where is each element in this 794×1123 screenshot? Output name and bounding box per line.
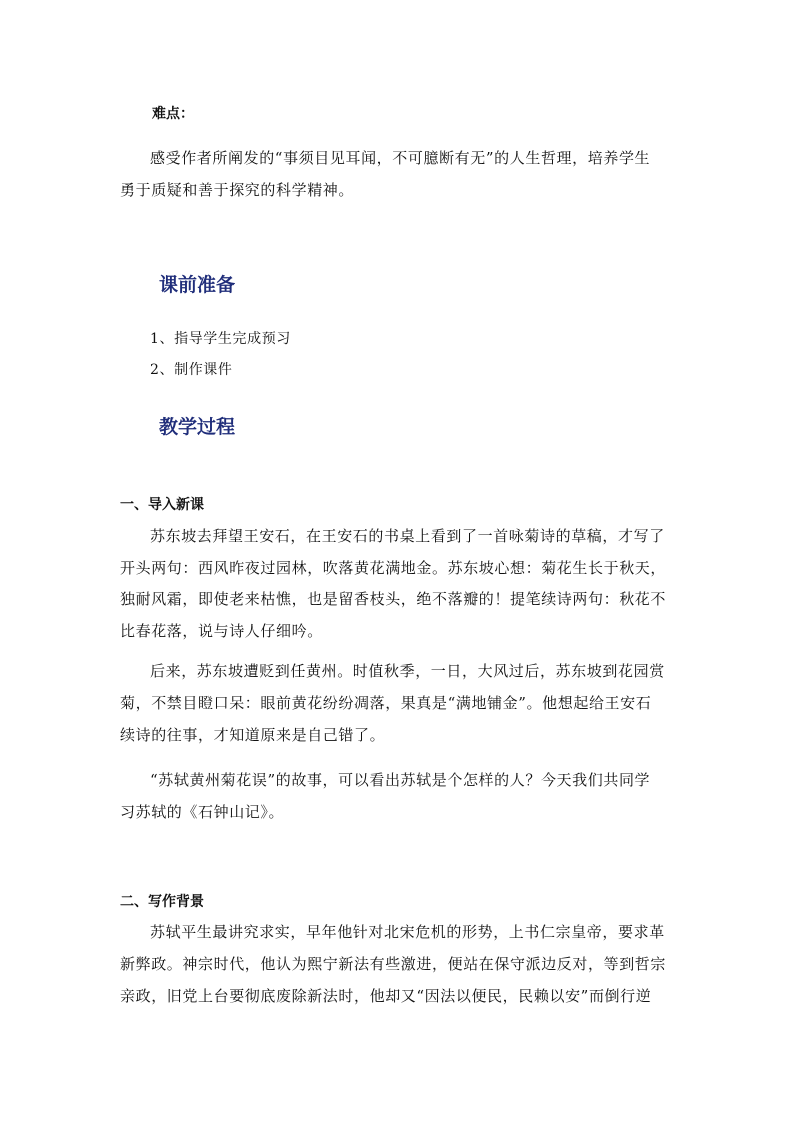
section1-para1-line-3: 独耐风霜，即使老来枯憔，也是留香枝头，绝不落瓣的！提笔续诗两句：秋花不 <box>120 590 667 608</box>
difficulty-label: 难点： <box>152 106 194 122</box>
preparation-item-1: 1、指导学生完成预习 <box>150 331 291 347</box>
difficulty-line-1: 感受作者所阐发的“事须目见耳闻，不可臆断有无”的人生哲理，培养学生 <box>150 149 651 167</box>
section1-para1-line-4: 比春花落，说与诗人仔细吟。 <box>120 622 323 640</box>
section1-para2-line-2: 菊，不禁目瞪口呆：眼前黄花纷纷凋落，果真是“满地铺金”。他想起给王安石 <box>120 694 652 712</box>
section1-para2-line-1: 后来，苏东坡遭贬到任黄州。时值秋季，一日，大风过后，苏东坡到花园赏 <box>150 662 665 680</box>
section2-para1-line-1: 苏轼平生最讲究求实，早年他针对北宋危机的形势，上书仁宗皇帝，要求革 <box>150 923 665 941</box>
section2-para1-line-3: 亲政，旧党上台要彻底废除新法时，他却又“因法以便民，民赖以安”而倒行逆 <box>120 987 652 1005</box>
section1-para3-line-2: 习苏轼的《石钟山记》。 <box>120 803 285 821</box>
process-title: 教学过程 <box>159 416 236 438</box>
preparation-title: 课前准备 <box>159 274 236 296</box>
section1-heading: 一、导入新课 <box>120 497 204 513</box>
section1-para2-line-3: 续诗的往事，才知道原来是自己错了。 <box>120 726 386 744</box>
section1-para1-line-1: 苏东坡去拜望王安石，在王安石的书桌上看到了一首咏菊诗的草稿，才写了 <box>150 527 665 545</box>
section1-para3-line-1: “苏轼黄州菊花误”的故事，可以看出苏轼是个怎样的人？今天我们共同学 <box>150 771 651 789</box>
section1-para1-line-2: 开头两句：西风昨夜过园林，吹落黄花满地金。苏东坡心想：菊花生长于秋天， <box>120 559 667 577</box>
section2-para1-line-2: 新弊政。神宗时代，他认为熙宁新法有些激进，便站在保守派边反对，等到哲宗 <box>120 955 667 973</box>
preparation-item-2: 2、制作课件 <box>150 362 233 378</box>
difficulty-line-2: 勇于质疑和善于探究的科学精神。 <box>120 181 355 199</box>
section2-heading: 二、写作背景 <box>120 894 204 910</box>
